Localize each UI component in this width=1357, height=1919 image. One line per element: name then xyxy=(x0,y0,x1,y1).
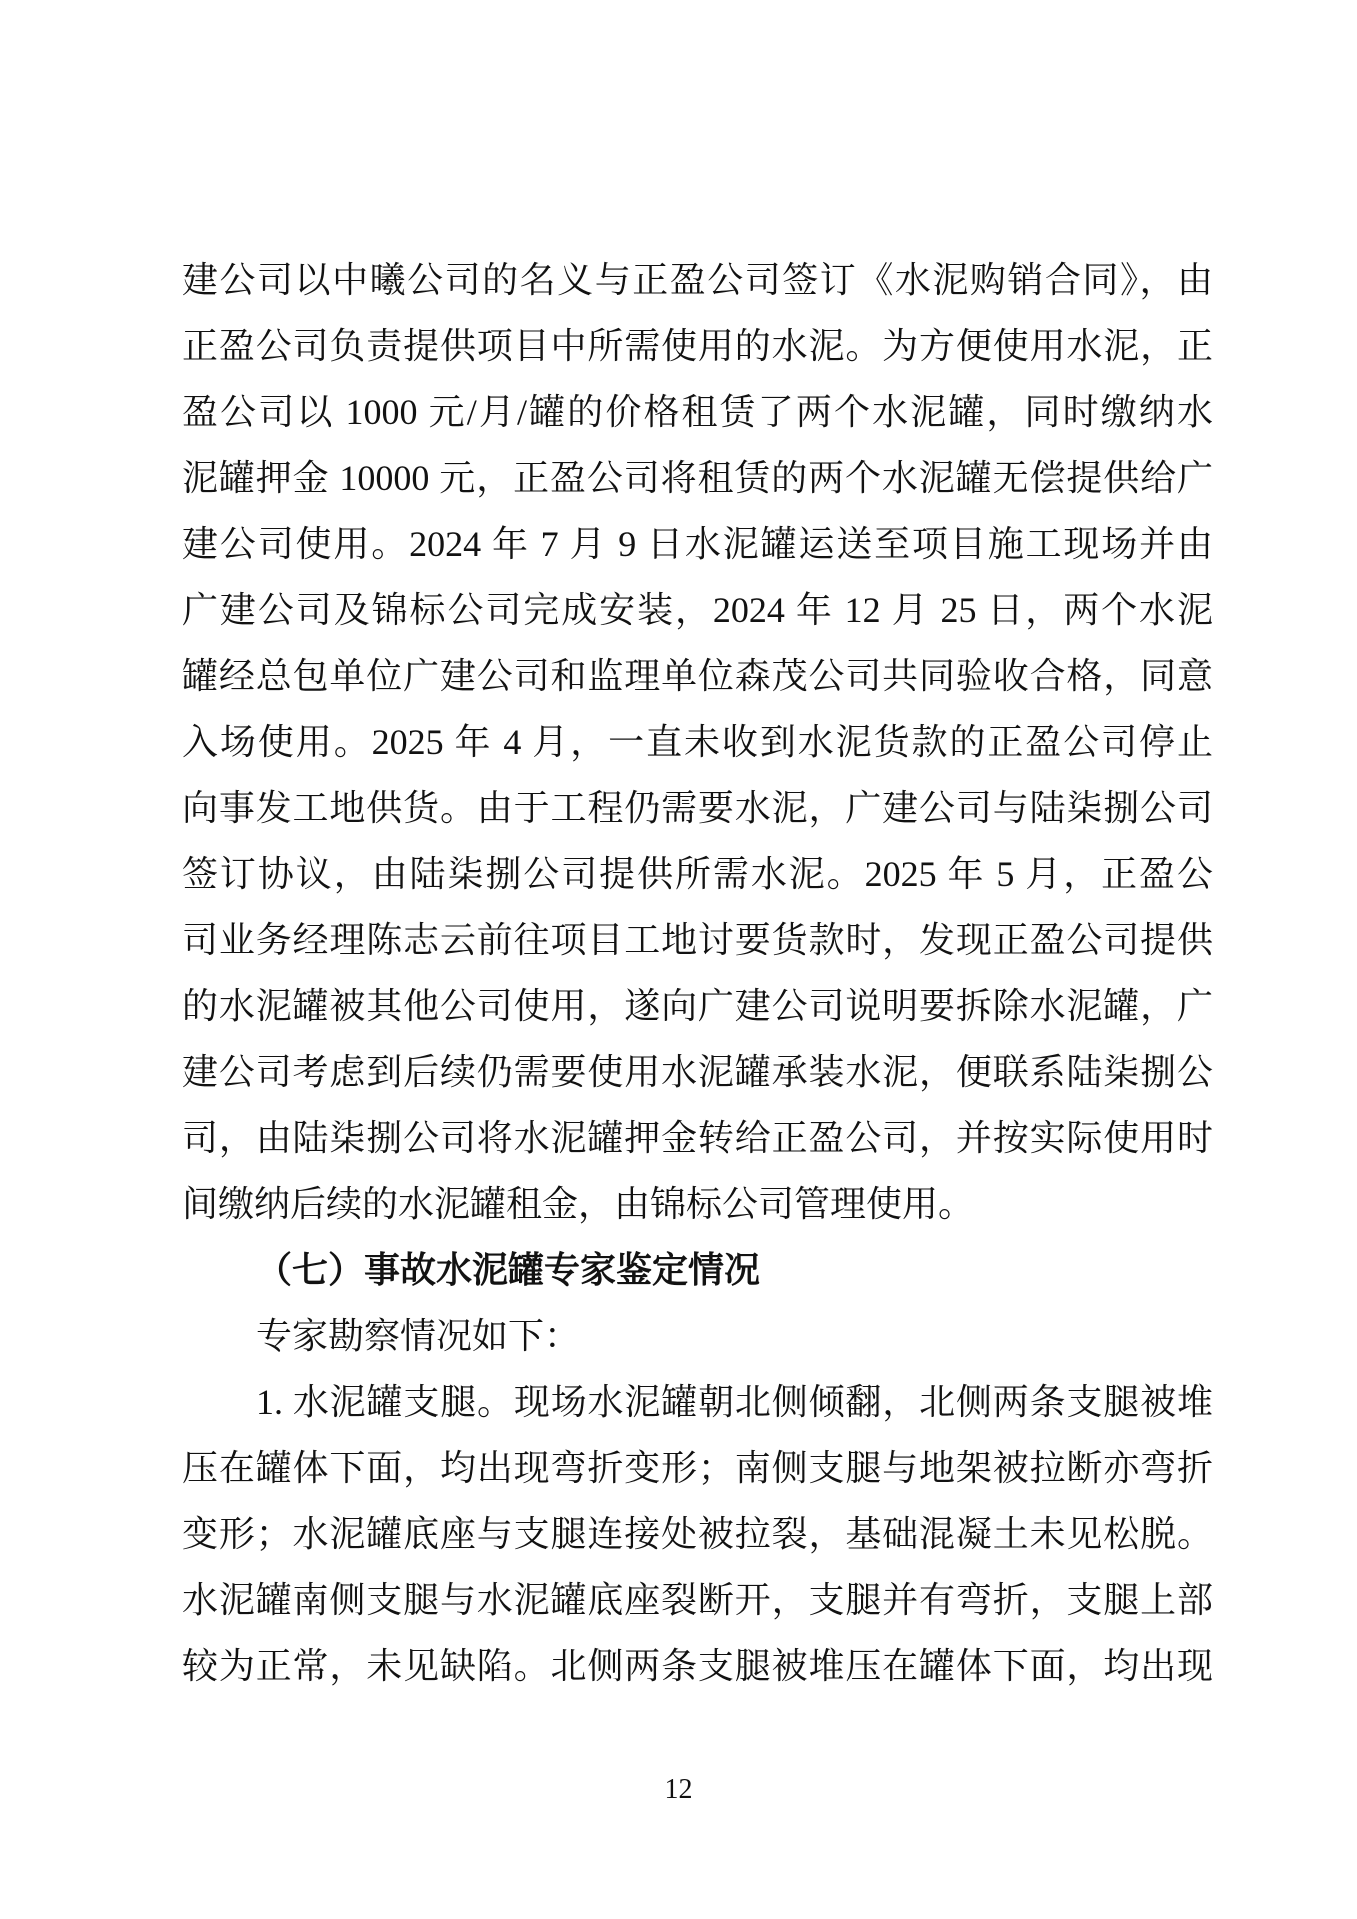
text-line: 1. 水泥罐支腿。现场水泥罐朝北侧倾翻，北侧两条支腿被堆 xyxy=(256,1382,1213,1422)
text-line: 盈公司以 1000 元/月/罐的价格租赁了两个水泥罐，同时缴纳水 xyxy=(182,392,1213,432)
text-line: 入场使用。2025 年 4 月，一直未收到水泥货款的正盈公司停止 xyxy=(182,722,1213,762)
text-line: 建公司使用。2024 年 7 月 9 日水泥罐运送至项目施工现场并由 xyxy=(182,524,1213,564)
text-line: 压在罐体下面，均出现弯折变形；南侧支腿与地架被拉断亦弯折 xyxy=(182,1448,1213,1488)
document-body xyxy=(182,247,1213,1699)
text-line: 变形；水泥罐底座与支腿连接处被拉裂，基础混凝土未见松脱。 xyxy=(182,1514,1213,1554)
text-line: 司业务经理陈志云前往项目工地讨要货款时，发现正盈公司提供 xyxy=(182,920,1213,960)
text-line: 水泥罐南侧支腿与水泥罐底座裂断开，支腿并有弯折，支腿上部 xyxy=(182,1580,1213,1620)
text-line: 建公司考虑到后续仍需要使用水泥罐承装水泥，便联系陆柒捌公 xyxy=(182,1052,1213,1092)
text-line: 罐经总包单位广建公司和监理单位森茂公司共同验收合格，同意 xyxy=(182,656,1213,696)
text-line: 向事发工地供货。由于工程仍需要水泥，广建公司与陆柒捌公司 xyxy=(182,788,1213,828)
text-line: 间缴纳后续的水泥罐租金，由锦标公司管理使用。 xyxy=(182,1184,975,1224)
text-line: 正盈公司负责提供项目中所需使用的水泥。为方便使用水泥，正 xyxy=(182,326,1213,366)
paragraph-intro: 专家勘察情况如下： xyxy=(256,1316,581,1356)
text-line: 司，由陆柒捌公司将水泥罐押金转给正盈公司，并按实际使用时 xyxy=(182,1118,1213,1158)
text-line: 的水泥罐被其他公司使用，遂向广建公司说明要拆除水泥罐，广 xyxy=(182,986,1213,1026)
text-line: 建公司以中曦公司的名义与正盈公司签订《水泥购销合同》，由 xyxy=(182,260,1213,300)
text-line: 泥罐押金 10000 元，正盈公司将租赁的两个水泥罐无偿提供给广 xyxy=(182,458,1213,498)
text-line: 广建公司及锦标公司完成安装，2024 年 12 月 25 日，两个水泥 xyxy=(182,590,1213,630)
text-line: 签订协议，由陆柒捌公司提供所需水泥。2025 年 5 月，正盈公 xyxy=(182,854,1213,894)
page-number: 12 xyxy=(664,1774,693,1805)
section-heading: （七）事故水泥罐专家鉴定情况 xyxy=(256,1250,761,1290)
text-line: 较为正常，未见缺陷。北侧两条支腿被堆压在罐体下面，均出现 xyxy=(182,1646,1213,1686)
